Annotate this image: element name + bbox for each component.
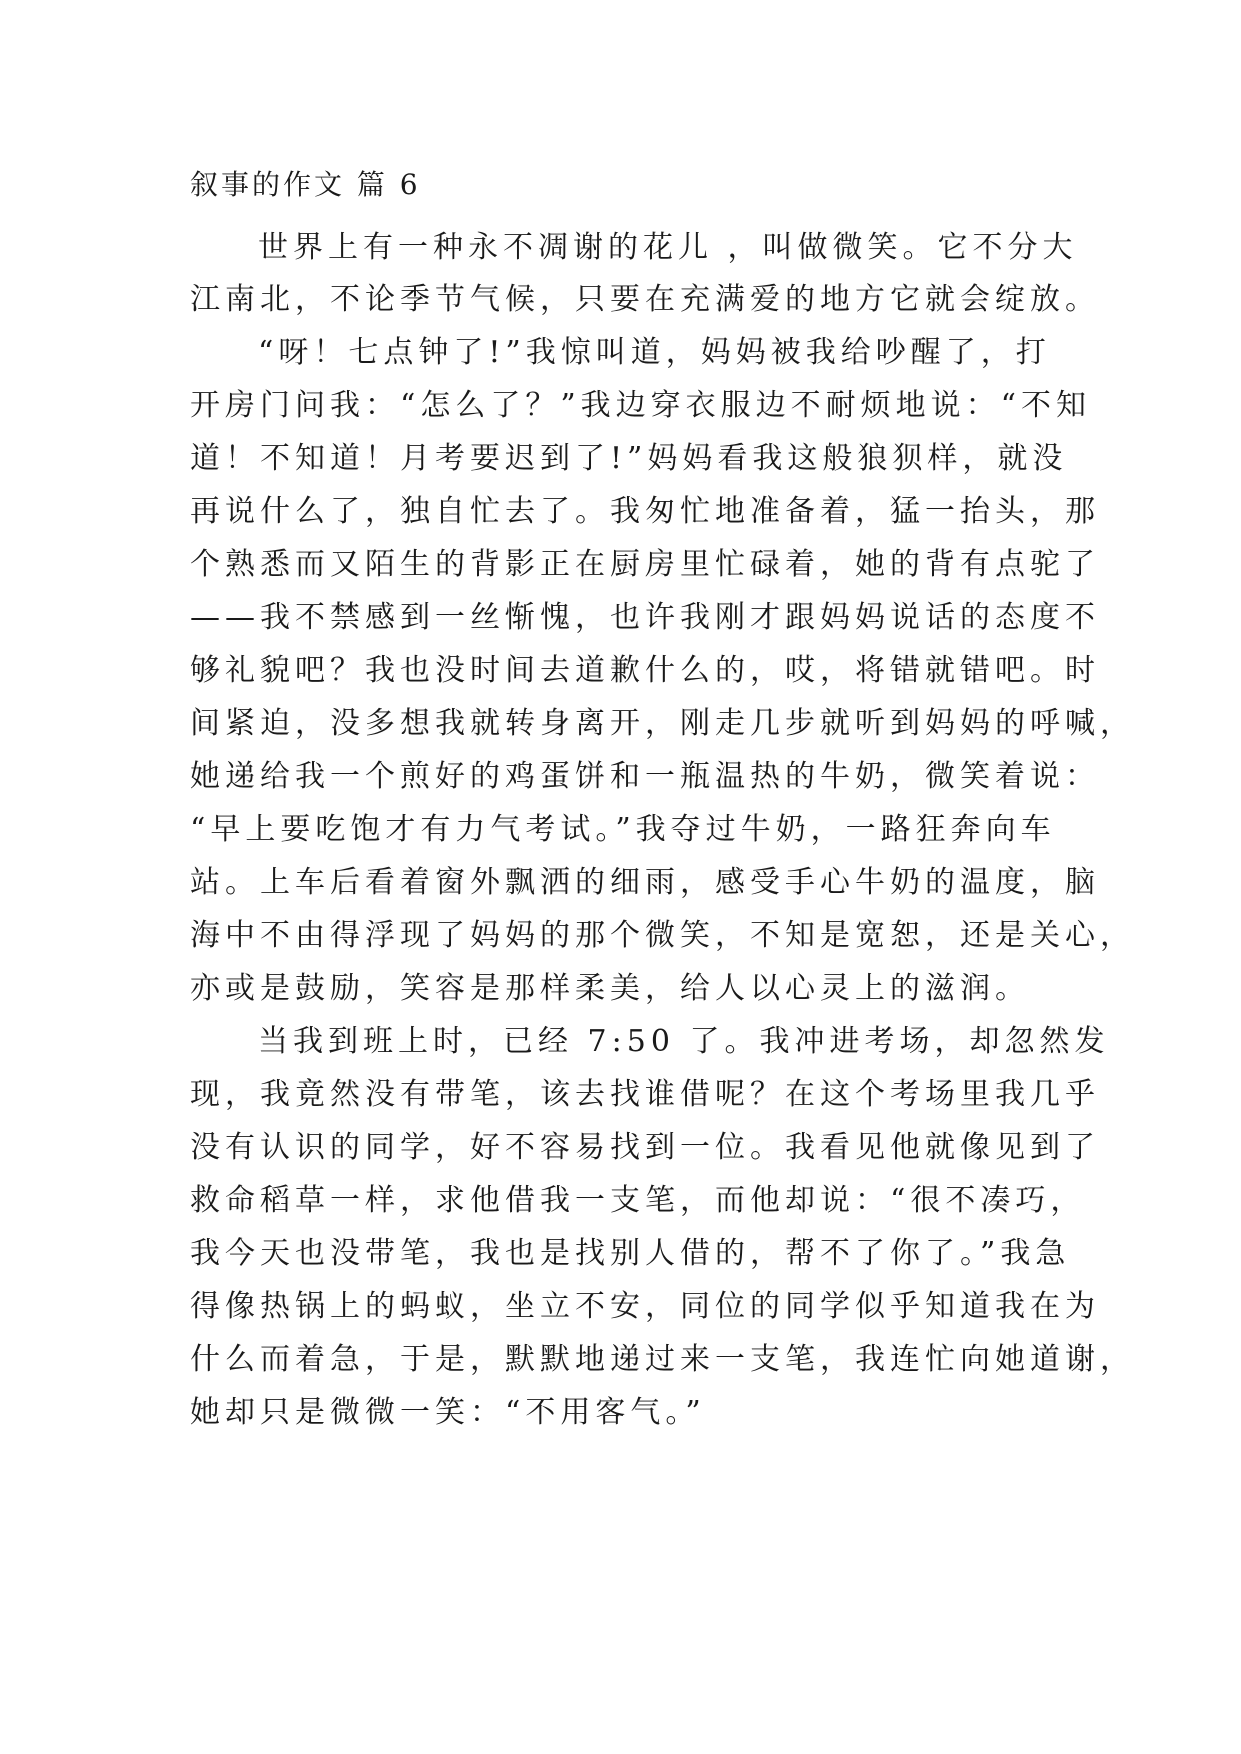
text-line: 救命稻草一样，求他借我一支笔，而他却说：“很不凑巧， xyxy=(190,1183,1086,1218)
text-line: 得像热锅上的蚂蚁，坐立不安，同位的同学似乎知道我在为 xyxy=(190,1289,1100,1324)
text-line: 世界上有一种永不凋谢的花儿 ，叫做微笑。它不分大 xyxy=(258,230,1078,265)
document-title: 叙事的作文 篇 6 xyxy=(190,168,421,201)
text-line: 海中不由得浮现了妈妈的那个微笑，不知是宽恕，还是关心， xyxy=(190,918,1135,953)
text-line: “早上要吃饱才有力气考试。”我夺过牛奶，一路狂奔向车 xyxy=(190,812,1056,847)
text-line: 开房门问我：“怎么了？”我边穿衣服边不耐烦地说：“不知 xyxy=(190,388,1092,423)
text-line: “呀！七点钟了!”我惊叫道，妈妈被我给吵醒了，打 xyxy=(258,335,1051,370)
text-line: 站。上车后看着窗外飘洒的细雨，感受手心牛奶的温度，脑 xyxy=(190,865,1100,900)
text-line: 她却只是微微一笑：“不用客气。” xyxy=(190,1395,706,1430)
text-line: 什么而着急，于是，默默地递过来一支笔，我连忙向她道谢， xyxy=(190,1342,1135,1377)
text-line: 道！不知道！月考要迟到了!”妈妈看我这般狼狈样，就没 xyxy=(190,441,1068,476)
text-line: 够礼貌吧？我也没时间去道歉什么的，哎，将错就错吧。时 xyxy=(190,653,1100,688)
text-line: 没有认识的同学，好不容易找到一位。我看见他就像见到了 xyxy=(190,1130,1100,1165)
text-line: 亦或是鼓励，笑容是那样柔美，给人以心灵上的滋润。 xyxy=(190,971,1030,1006)
text-line: 她递给我一个煎好的鸡蛋饼和一瓶温热的牛奶，微笑着说： xyxy=(190,759,1100,794)
text-line: 现，我竟然没有带笔，该去找谁借呢？在这个考场里我几乎 xyxy=(190,1077,1100,1112)
text-line: 再说什么了，独自忙去了。我匆忙地准备着，猛一抬头，那 xyxy=(190,494,1100,529)
text-line: 我今天也没带笔，我也是找别人借的，帮不了你了。”我急 xyxy=(190,1236,1071,1271)
text-line: ——我不禁感到一丝惭愧，也许我刚才跟妈妈说话的态度不 xyxy=(190,600,1100,635)
text-line: 间紧迫，没多想我就转身离开，刚走几步就听到妈妈的呼喊， xyxy=(190,706,1135,741)
text-line: 江南北，不论季节气候，只要在充满爱的地方它就会绽放。 xyxy=(190,282,1100,317)
text-line: 当我到班上时，已经 7:50 了。我冲进考场，却忽然发 xyxy=(258,1024,1110,1059)
text-line: 个熟悉而又陌生的背影正在厨房里忙碌着，她的背有点驼了 xyxy=(190,547,1100,582)
